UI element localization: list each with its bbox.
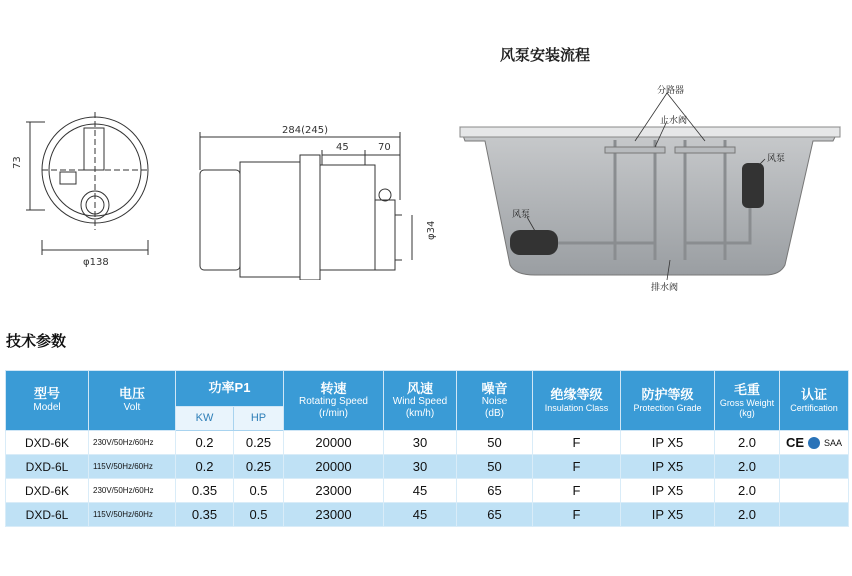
cell-wind: 30 [384,455,457,479]
table-row [6,503,849,527]
header-hp: HP [234,407,284,431]
section-title: 技术参数 [6,332,67,350]
cell-protection: IP X5 [621,431,715,455]
dim-70: 70 [378,142,391,153]
table-row [6,455,849,479]
dim-45: 45 [336,142,349,153]
cell-noise: 65 [457,503,533,527]
certification-seal-icon [808,437,820,449]
dim-34: φ34 [426,220,437,240]
cell-model: DXD-6L [6,455,89,479]
cell-model: DXD-6L [6,503,89,527]
dim-diameter: φ138 [83,257,109,268]
cell-insulation: F [533,479,621,503]
header-wind: 风速 Wind Speed (km/h) [384,371,457,431]
cell-model: DXD-6K [6,479,89,503]
cell-certification [780,503,849,527]
ce-mark-icon: CE [785,435,805,450]
header-speed: 转速 Rotating Speed (r/min) [284,371,384,431]
cell-hp: 0.5 [234,479,284,503]
cell-protection: IP X5 [621,479,715,503]
header-protection: 防护等级 Protection Grade [621,371,715,431]
label-pump-left: 风泵 [512,210,531,220]
cell-wind: 45 [384,479,457,503]
header-insulation: 绝缘等级 Insulation Class [533,371,621,431]
cell-kw: 0.35 [176,503,234,527]
cell-speed: 20000 [284,455,384,479]
cell-voltage: 230V/50Hz/60Hz [89,479,176,503]
header-power: 功率P1 [176,371,284,407]
bathtub-diagram [455,75,847,305]
cell-certification [780,455,849,479]
dim-length: 284(245) [282,125,328,136]
cell-noise: 65 [457,479,533,503]
label-pump-right: 风泵 [767,154,786,164]
cell-voltage: 230V/50Hz/60Hz [89,431,176,455]
cell-hp: 0.25 [234,431,284,455]
cell-speed: 23000 [284,503,384,527]
cell-weight: 2.0 [715,431,780,455]
flow-title: 风泵安装流程 [500,46,591,64]
technical-drawing [0,100,460,280]
cell-weight: 2.0 [715,479,780,503]
header-weight: 毛重 Gross Weight (kg) [715,371,780,431]
header-voltage: 电压 Volt [89,371,176,431]
cell-insulation: F [533,455,621,479]
label-splitter: 分路器 [657,86,685,96]
cell-noise: 50 [457,455,533,479]
cell-wind: 45 [384,503,457,527]
cell-certification [780,431,849,455]
spec-table [5,370,849,527]
cell-kw: 0.2 [176,431,234,455]
header-model: 型号 Model [6,371,89,431]
cell-noise: 50 [457,431,533,455]
cell-wind: 30 [384,431,457,455]
cell-kw: 0.35 [176,479,234,503]
cell-speed: 20000 [284,431,384,455]
saa-label: SAA [824,437,843,448]
cell-certification [780,479,849,503]
cell-voltage: 115V/50Hz/60Hz [89,455,176,479]
cell-hp: 0.25 [234,455,284,479]
table-row [6,479,849,503]
dim-height: 73 [12,156,23,169]
header-cert: 认证 Certification [780,371,849,431]
label-drain: 排水阀 [651,283,679,293]
cell-hp: 0.5 [234,503,284,527]
header-kw: KW [176,407,234,431]
cell-kw: 0.2 [176,455,234,479]
header-noise: 噪音 Noise (dB) [457,371,533,431]
table-row [6,431,849,455]
cell-weight: 2.0 [715,455,780,479]
cell-insulation: F [533,503,621,527]
cell-speed: 23000 [284,479,384,503]
cell-model: DXD-6K [6,431,89,455]
cell-insulation: F [533,431,621,455]
cell-protection: IP X5 [621,455,715,479]
cell-weight: 2.0 [715,503,780,527]
label-valve: 止水阀 [660,116,688,126]
cell-voltage: 115V/50Hz/60Hz [89,503,176,527]
cell-protection: IP X5 [621,503,715,527]
